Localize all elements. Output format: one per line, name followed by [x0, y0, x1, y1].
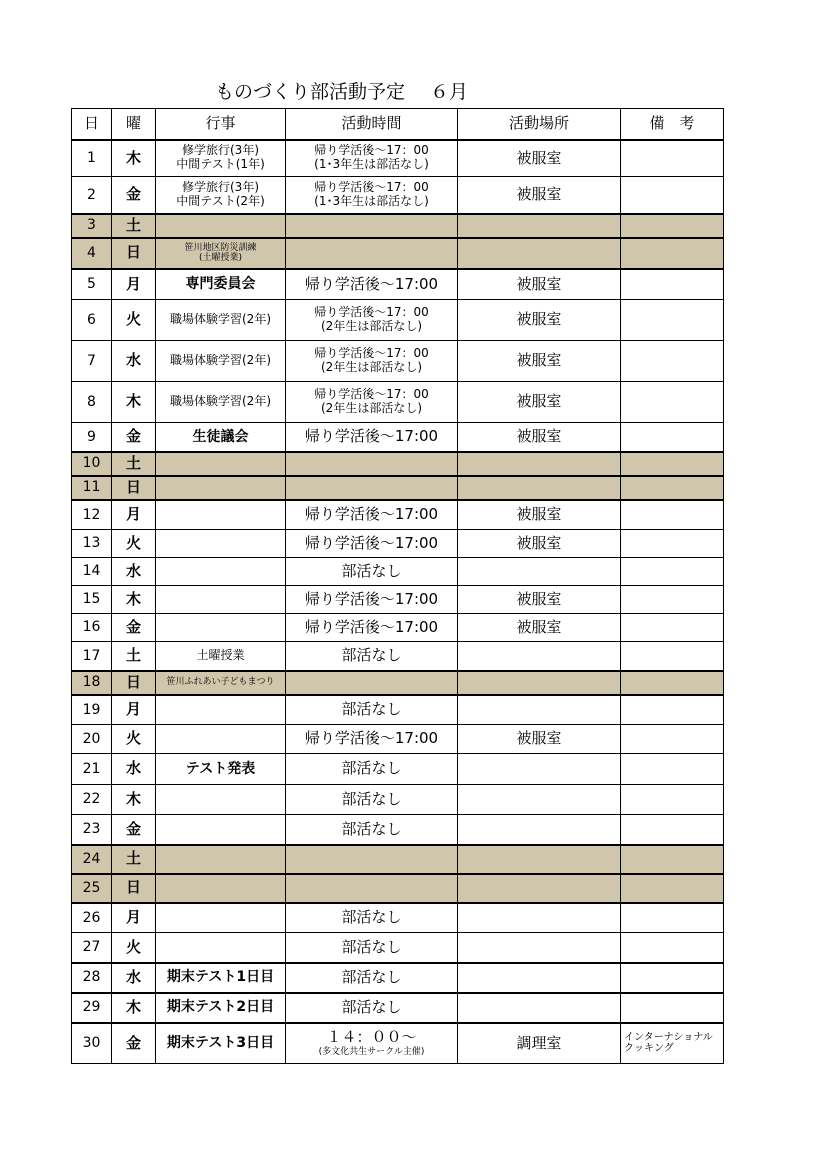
day-cell: 8 [72, 382, 112, 423]
note-cell [621, 177, 724, 214]
event-cell [156, 785, 286, 815]
weekday-cell: 月 [112, 903, 156, 933]
day-cell: 22 [72, 785, 112, 815]
time-cell-line: 帰り学活後～17:00 [304, 729, 439, 748]
table-row [72, 874, 724, 903]
event-cell [156, 214, 286, 238]
table-row [72, 382, 724, 423]
note-cell [621, 423, 724, 452]
note-cell [621, 269, 724, 300]
weekday-cell: 水 [112, 341, 156, 382]
event-cell-line: 職場体験学習(2年) [170, 394, 271, 409]
day-cell: 18 [72, 671, 112, 695]
place-cell: 被服室 [458, 140, 621, 177]
table-row [72, 993, 724, 1023]
note-cell [621, 214, 724, 238]
event-cell [156, 500, 286, 530]
weekday-cell: 金 [112, 815, 156, 845]
note-cell [621, 300, 724, 341]
place-cell [458, 963, 621, 993]
event-cell [156, 269, 286, 300]
weekday-cell: 水 [112, 558, 156, 586]
event-cell [156, 140, 286, 177]
time-cell-line: 部活なし [341, 561, 402, 580]
table-row [72, 933, 724, 963]
note-cell [621, 614, 724, 642]
weekday-cell: 火 [112, 300, 156, 341]
note-cell-line: インターナショナル [624, 1031, 713, 1043]
time-cell [286, 140, 458, 177]
event-cell [156, 903, 286, 933]
event-cell-line: 中間テスト(1年) [176, 157, 265, 172]
time-cell-line: 帰り学活後～17:00 [304, 589, 439, 608]
event-cell [156, 476, 286, 500]
event-cell [156, 382, 286, 423]
day-cell: 27 [72, 933, 112, 963]
note-cell [621, 642, 724, 671]
event-cell [156, 614, 286, 642]
event-cell-line: 期末テスト3日目 [166, 1035, 275, 1052]
weekday-cell: 火 [112, 933, 156, 963]
event-cell-line: 期末テスト1日目 [166, 969, 275, 986]
event-cell [156, 586, 286, 614]
place-cell [458, 845, 621, 874]
time-cell [286, 214, 458, 238]
time-cell [286, 671, 458, 695]
time-cell-line: 部活なし [341, 967, 402, 986]
note-cell [621, 140, 724, 177]
place-cell: 被服室 [458, 382, 621, 423]
note-cell [621, 725, 724, 754]
weekday-cell: 日 [112, 874, 156, 903]
time-cell [286, 963, 458, 993]
day-cell: 10 [72, 452, 112, 476]
day-cell: 4 [72, 238, 112, 269]
note-cell [621, 903, 724, 933]
place-cell: 被服室 [458, 269, 621, 300]
time-cell [286, 500, 458, 530]
time-cell-line: 部活なし [341, 759, 402, 778]
table-row [72, 963, 724, 993]
day-cell: 16 [72, 614, 112, 642]
time-cell [286, 903, 458, 933]
time-cell [286, 423, 458, 452]
note-cell [621, 341, 724, 382]
place-cell [458, 903, 621, 933]
note-cell [621, 695, 724, 725]
weekday-cell: 木 [112, 382, 156, 423]
event-cell [156, 642, 286, 671]
weekday-cell: 金 [112, 177, 156, 214]
place-cell [458, 671, 621, 695]
table-row [72, 785, 724, 815]
note-cell [621, 785, 724, 815]
table-row [72, 725, 724, 754]
event-cell-line: テスト発表 [185, 760, 256, 777]
event-cell [156, 341, 286, 382]
schedule-table [71, 108, 724, 1064]
table-row [72, 452, 724, 476]
header-row [72, 109, 724, 140]
place-cell [458, 238, 621, 269]
weekday-cell: 火 [112, 725, 156, 754]
day-cell: 19 [72, 695, 112, 725]
time-cell [286, 754, 458, 785]
weekday-cell: 土 [112, 452, 156, 476]
weekday-cell: 日 [112, 238, 156, 269]
time-cell [286, 177, 458, 214]
table-row [72, 500, 724, 530]
time-cell [286, 558, 458, 586]
event-cell-line: 職場体験学習(2年) [170, 353, 271, 368]
time-cell-line: 部活なし [341, 700, 402, 719]
event-cell-line: 生徒議会 [192, 428, 249, 445]
table-row [72, 530, 724, 558]
event-cell [156, 815, 286, 845]
event-cell [156, 300, 286, 341]
place-cell [458, 452, 621, 476]
place-cell [458, 558, 621, 586]
place-cell [458, 214, 621, 238]
place-cell [458, 754, 621, 785]
time-cell-line: 部活なし [341, 819, 402, 838]
event-cell-line: 職場体験学習(2年) [170, 312, 271, 327]
place-cell [458, 476, 621, 500]
event-cell-line: 笹川地区防災訓練 [184, 242, 257, 253]
day-cell: 14 [72, 558, 112, 586]
event-cell [156, 671, 286, 695]
place-cell: 調理室 [458, 1023, 621, 1064]
weekday-cell: 木 [112, 785, 156, 815]
day-cell: 17 [72, 642, 112, 671]
day-cell: 15 [72, 586, 112, 614]
header-place: 活動場所 [458, 109, 621, 140]
day-cell: 28 [72, 963, 112, 993]
header-day: 日 [72, 109, 112, 140]
event-cell-line: 中間テスト(2年) [176, 193, 265, 208]
table-row [72, 903, 724, 933]
event-cell [156, 695, 286, 725]
note-cell [621, 815, 724, 845]
header-note: 備 考 [621, 109, 724, 140]
event-cell-line: (土曜授業) [198, 253, 243, 263]
day-cell: 21 [72, 754, 112, 785]
place-cell [458, 815, 621, 845]
event-cell [156, 845, 286, 874]
time-cell [286, 452, 458, 476]
event-cell [156, 177, 286, 214]
event-cell [156, 452, 286, 476]
time-cell-line: 帰り学活後～17:00 [304, 617, 439, 636]
day-cell: 30 [72, 1023, 112, 1064]
place-cell: 被服室 [458, 177, 621, 214]
place-cell [458, 642, 621, 671]
table-row [72, 695, 724, 725]
event-cell [156, 933, 286, 963]
event-cell-line: 期末テスト2日目 [166, 999, 275, 1016]
event-cell-line: 修学旅行(3年) [182, 179, 259, 194]
table-row [72, 214, 724, 238]
place-cell: 被服室 [458, 586, 621, 614]
time-cell-line: 帰り学活後～17:00 [304, 505, 439, 524]
note-cell [621, 382, 724, 423]
weekday-cell: 火 [112, 530, 156, 558]
note-cell [621, 993, 724, 1023]
place-cell [458, 993, 621, 1023]
time-cell-line: 帰り学活後～17：00 [314, 346, 429, 361]
weekday-cell: 金 [112, 1023, 156, 1064]
event-cell [156, 530, 286, 558]
table-row [72, 754, 724, 785]
event-cell [156, 993, 286, 1023]
day-cell: 2 [72, 177, 112, 214]
day-cell: 7 [72, 341, 112, 382]
time-cell-line: 帰り学活後～17：00 [314, 143, 429, 158]
note-cell [621, 845, 724, 874]
time-cell [286, 845, 458, 874]
day-cell: 26 [72, 903, 112, 933]
event-cell-line: 土曜授業 [196, 647, 245, 662]
table-row [72, 238, 724, 269]
time-cell-line: １４：００～ [326, 1028, 417, 1047]
time-cell [286, 993, 458, 1023]
time-cell [286, 530, 458, 558]
place-cell: 被服室 [458, 530, 621, 558]
time-cell-line: 帰り学活後～17:00 [304, 533, 439, 552]
page-title: ものづくり部活動予定 ６月 [215, 81, 469, 103]
table-row [72, 140, 724, 177]
time-cell-line: 帰り学活後～17:00 [304, 427, 439, 446]
schedule-body [72, 109, 724, 1064]
day-cell: 25 [72, 874, 112, 903]
table-row [72, 614, 724, 642]
event-cell [156, 1023, 286, 1064]
note-cell [621, 530, 724, 558]
weekday-cell: 木 [112, 140, 156, 177]
time-cell [286, 725, 458, 754]
weekday-cell: 日 [112, 671, 156, 695]
weekday-cell: 月 [112, 269, 156, 300]
place-cell [458, 695, 621, 725]
note-cell [621, 586, 724, 614]
time-cell-line: (2年生は部活なし) [321, 319, 422, 333]
time-cell [286, 476, 458, 500]
time-cell-line: 部活なし [341, 908, 402, 927]
note-cell [621, 874, 724, 903]
day-cell: 24 [72, 845, 112, 874]
note-cell [621, 476, 724, 500]
table-row [72, 341, 724, 382]
time-cell-line: 部活なし [341, 937, 402, 956]
time-cell-line: (1･3年生は部活なし) [314, 157, 429, 172]
weekday-cell: 金 [112, 423, 156, 452]
note-cell [621, 754, 724, 785]
time-cell [286, 269, 458, 300]
time-cell [286, 695, 458, 725]
event-cell-line: 専門委員会 [185, 276, 256, 293]
note-cell [621, 1023, 724, 1064]
table-row [72, 586, 724, 614]
weekday-cell: 土 [112, 214, 156, 238]
weekday-cell: 木 [112, 993, 156, 1023]
time-cell-line: 帰り学活後～17：00 [314, 179, 429, 194]
note-cell [621, 963, 724, 993]
weekday-cell: 月 [112, 695, 156, 725]
table-row [72, 845, 724, 874]
weekday-cell: 水 [112, 754, 156, 785]
place-cell: 被服室 [458, 725, 621, 754]
table-row [72, 815, 724, 845]
place-cell [458, 785, 621, 815]
event-cell [156, 754, 286, 785]
day-cell: 13 [72, 530, 112, 558]
time-cell-line: 部活なし [341, 789, 402, 808]
time-cell-line: 帰り学活後～17：00 [314, 305, 429, 320]
event-cell [156, 725, 286, 754]
note-cell [621, 558, 724, 586]
note-cell [621, 500, 724, 530]
table-row [72, 423, 724, 452]
place-cell [458, 933, 621, 963]
table-row [72, 671, 724, 695]
day-cell: 23 [72, 815, 112, 845]
time-cell-line: 帰り学活後～17:00 [304, 274, 439, 293]
time-cell-line: (2年生は部活なし) [321, 360, 422, 374]
note-cell [621, 238, 724, 269]
day-cell: 1 [72, 140, 112, 177]
table-row [72, 642, 724, 671]
weekday-cell: 木 [112, 586, 156, 614]
time-cell-line: 部活なし [341, 997, 402, 1016]
place-cell: 被服室 [458, 300, 621, 341]
weekday-cell: 月 [112, 500, 156, 530]
place-cell: 被服室 [458, 423, 621, 452]
day-cell: 20 [72, 725, 112, 754]
time-cell-line: (2年生は部活なし) [321, 401, 422, 415]
table-row [72, 1023, 724, 1064]
event-cell [156, 238, 286, 269]
day-cell: 5 [72, 269, 112, 300]
place-cell: 被服室 [458, 500, 621, 530]
time-cell [286, 300, 458, 341]
day-cell: 9 [72, 423, 112, 452]
header-dow: 曜 [112, 109, 156, 140]
note-cell [621, 671, 724, 695]
event-cell [156, 963, 286, 993]
weekday-cell: 水 [112, 963, 156, 993]
table-row [72, 558, 724, 586]
header-event: 行事 [156, 109, 286, 140]
time-cell [286, 238, 458, 269]
day-cell: 3 [72, 214, 112, 238]
time-cell [286, 642, 458, 671]
weekday-cell: 土 [112, 642, 156, 671]
event-cell [156, 874, 286, 903]
weekday-cell: 土 [112, 845, 156, 874]
note-cell [621, 933, 724, 963]
time-cell-line: 部活なし [341, 646, 402, 665]
table-row [72, 476, 724, 500]
event-cell-line: 笹川ふれあい子どもまつり [166, 677, 275, 688]
event-cell-line: 修学旅行(3年) [182, 143, 259, 158]
place-cell: 被服室 [458, 341, 621, 382]
table-row [72, 269, 724, 300]
time-cell [286, 586, 458, 614]
event-cell [156, 558, 286, 586]
note-cell [621, 452, 724, 476]
header-time: 活動時間 [286, 109, 458, 140]
place-cell: 被服室 [458, 614, 621, 642]
time-cell [286, 785, 458, 815]
time-cell-line: (多文化共生サークル主催) [318, 1046, 425, 1057]
event-cell [156, 423, 286, 452]
time-cell-line: 帰り学活後～17：00 [314, 387, 429, 402]
time-cell [286, 815, 458, 845]
time-cell [286, 341, 458, 382]
day-cell: 11 [72, 476, 112, 500]
time-cell [286, 874, 458, 903]
note-cell-line: クッキング [624, 1043, 674, 1055]
day-cell: 12 [72, 500, 112, 530]
time-cell [286, 382, 458, 423]
day-cell: 6 [72, 300, 112, 341]
place-cell [458, 874, 621, 903]
time-cell [286, 614, 458, 642]
table-row [72, 300, 724, 341]
time-cell-line: (1･3年生は部活なし) [314, 193, 429, 208]
day-cell: 29 [72, 993, 112, 1023]
table-row [72, 177, 724, 214]
weekday-cell: 日 [112, 476, 156, 500]
time-cell [286, 1023, 458, 1064]
weekday-cell: 金 [112, 614, 156, 642]
time-cell [286, 933, 458, 963]
